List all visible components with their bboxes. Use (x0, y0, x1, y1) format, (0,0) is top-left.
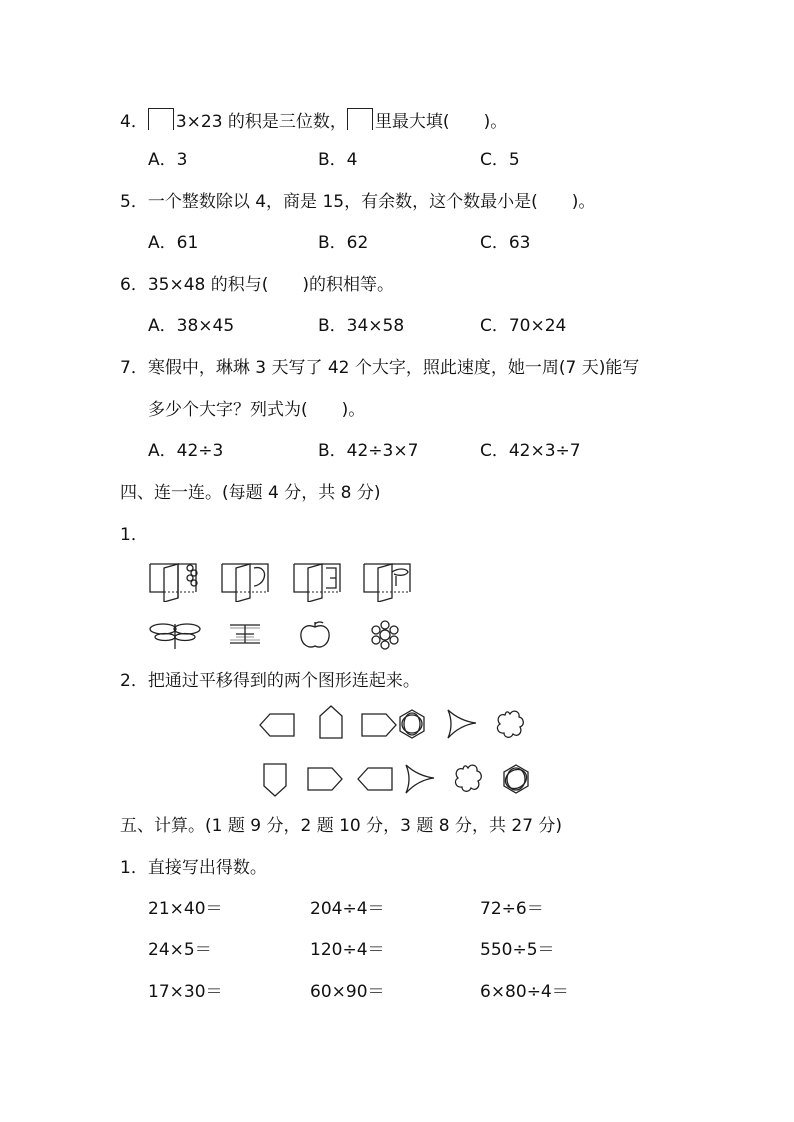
calc-item[interactable]: 550÷5＝ (480, 940, 555, 960)
section-4-q2-label: 2．把通过平移得到的两个图形连起来。 (120, 671, 420, 691)
section-4-title: 四、连一连。(每题 4 分，共 8 分) (120, 483, 381, 503)
hexagon-ring-icon[interactable] (398, 708, 426, 740)
question-5: 5．一个整数除以 4，商是 15，有余数，这个数最小是( )。 (120, 192, 596, 212)
folded-paper-character-icon[interactable] (292, 558, 344, 602)
q7-option-b[interactable]: B．42÷3×7 (318, 441, 419, 461)
folded-paper-apple-icon[interactable] (220, 558, 272, 602)
q4-text-b: 里最大填( (374, 112, 450, 132)
blank-box (148, 108, 174, 130)
q4-option-a[interactable]: A．3 (148, 150, 188, 170)
q4-text-c: )。 (483, 112, 508, 132)
section-5-title: 五、计算。(1 题 9 分，2 题 10 分，3 题 8 分，共 27 分) (120, 816, 563, 836)
blank-box (347, 108, 373, 130)
q7-option-a[interactable]: A．42÷3 (148, 441, 224, 461)
folded-paper-flower-icon[interactable] (148, 558, 200, 602)
house-pentagon-icon[interactable] (318, 704, 344, 740)
question-7-line-2: 多少个大字？列式为( )。 (148, 400, 366, 420)
calc-item[interactable]: 24×5＝ (148, 940, 212, 960)
section-5-q1-label: 1．直接写出得数。 (120, 858, 267, 878)
calc-item[interactable]: 60×90＝ (310, 982, 385, 1002)
section-4-q1-label: 1． (120, 525, 148, 545)
calc-item[interactable]: 120÷4＝ (310, 940, 385, 960)
flower-outline-icon[interactable] (494, 708, 526, 740)
q4-number: 4． (120, 112, 148, 132)
calc-item[interactable]: 17×30＝ (148, 982, 223, 1002)
right-arrow-pentagon-icon[interactable] (360, 712, 398, 738)
flower-outline-icon[interactable] (452, 762, 484, 794)
three-point-star-icon[interactable] (444, 707, 478, 741)
q7-option-c[interactable]: C．42×3÷7 (480, 441, 581, 461)
calc-item[interactable]: 72÷6＝ (480, 899, 544, 919)
q4-option-c[interactable]: C．5 (480, 150, 520, 170)
q6-option-a[interactable]: A．38×45 (148, 316, 235, 336)
q5-option-a[interactable]: A．61 (148, 233, 199, 253)
q4-option-b[interactable]: B．4 (318, 150, 358, 170)
calc-item[interactable]: 204÷4＝ (310, 899, 385, 919)
q5-option-b[interactable]: B．62 (318, 233, 369, 253)
q5-option-c[interactable]: C．63 (480, 233, 531, 253)
right-arrow-pentagon-icon[interactable] (306, 766, 344, 792)
apple-shape-icon[interactable] (298, 620, 332, 650)
three-point-star-icon[interactable] (402, 762, 436, 796)
folded-paper-dragonfly-icon[interactable] (362, 558, 414, 602)
left-arrow-pentagon-icon[interactable] (258, 712, 296, 738)
q4-text-a: 3×23 的积是三位数， (175, 112, 347, 132)
calc-item[interactable]: 21×40＝ (148, 899, 223, 919)
hexagon-ring-icon[interactable] (500, 763, 532, 795)
question-7-line-1: 7．寒假中，琳琳 3 天写了 42 个大字，照此速度，她一周(7 天)能写 (120, 358, 640, 378)
character-shape-icon[interactable] (228, 622, 262, 646)
left-arrow-pentagon-icon[interactable] (356, 766, 394, 792)
question-6: 6．35×48 的积与( )的积相等。 (120, 275, 394, 295)
question-4 (120, 108, 507, 133)
q6-option-c[interactable]: C．70×24 (480, 316, 567, 336)
q6-option-b[interactable]: B．34×58 (318, 316, 405, 336)
down-pentagon-icon[interactable] (262, 762, 288, 798)
dragonfly-shape-icon[interactable] (148, 620, 202, 650)
flower-shape-icon[interactable] (370, 620, 400, 650)
calc-item[interactable]: 6×80÷4＝ (480, 982, 569, 1002)
